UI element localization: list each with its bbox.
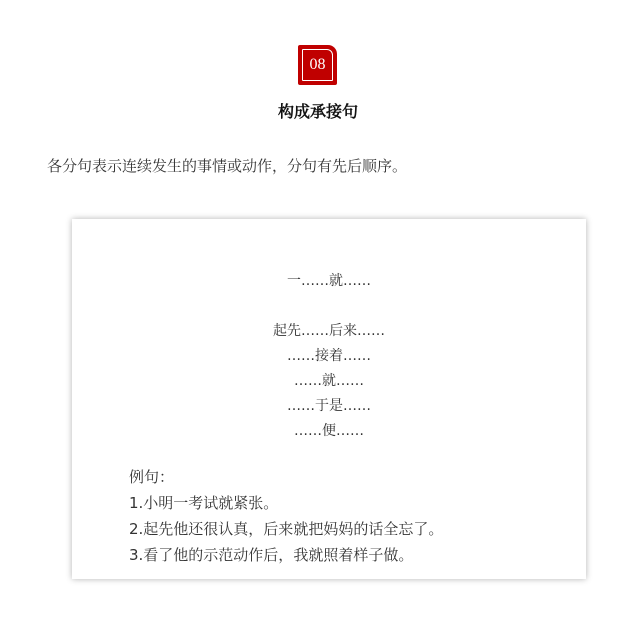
example-item: 3.看了他的示范动作后，我就照着样子做。 xyxy=(129,546,414,564)
example-label: 例句： xyxy=(129,468,175,486)
intro-text: 各分句表示连续发生的事情或动作，分句有先后顺序。 xyxy=(47,157,408,175)
pattern-item: ……于是…… xyxy=(287,398,371,414)
pattern-item: ……接着…… xyxy=(287,348,371,364)
pattern-item: ……就…… xyxy=(294,373,364,389)
example-list xyxy=(129,464,443,568)
pattern-item: 起先……后来…… xyxy=(273,323,385,339)
example-item: 1.小明一考试就紧张。 xyxy=(129,494,279,512)
section-number: 08 xyxy=(302,49,333,81)
pattern-item: ……便…… xyxy=(294,423,364,439)
pattern-card xyxy=(72,219,586,579)
pattern-list xyxy=(72,269,586,444)
section-title: 构成承接句 xyxy=(277,102,358,121)
section-number-badge xyxy=(298,45,337,85)
pattern-item: 一……就…… xyxy=(287,273,371,289)
example-item: 2.起先他还很认真，后来就把妈妈的话全忘了。 xyxy=(129,520,444,538)
